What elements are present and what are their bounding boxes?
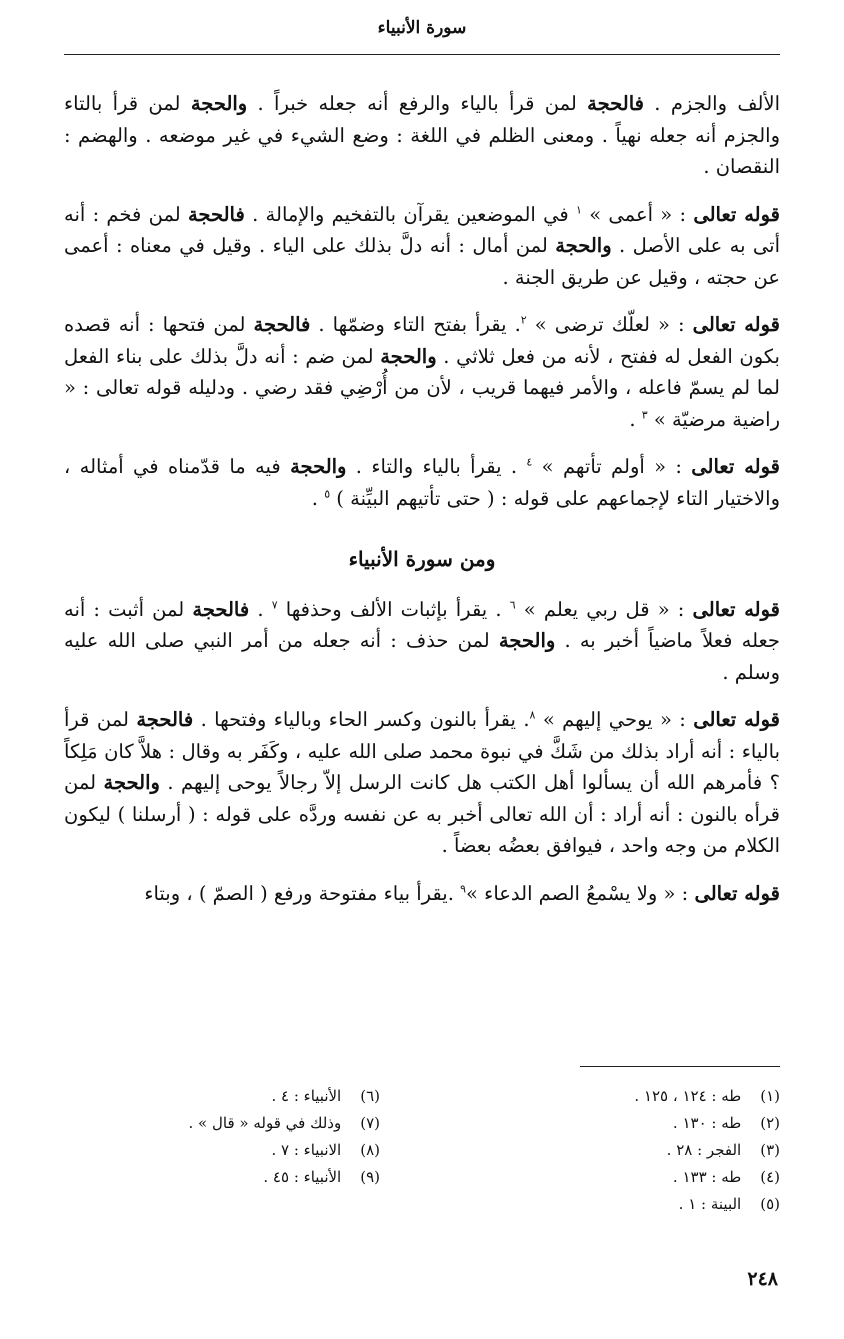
text-run: : « أولم تأتهم »	[532, 455, 692, 478]
text-run: .يقرأ بياء مفتوحة ورفع ( الصمّ ) ، وبتاء	[144, 881, 461, 905]
text-run: .	[629, 407, 642, 431]
text-run: : « لعلّك ترضى »	[526, 313, 693, 336]
keyword: فالحجة	[587, 92, 644, 115]
text-run: لمن قرأ بالياء : أنه أراد بذلك من شَكَّ في نبوة محمد صلى الله عليه ، وكَفَر به وقال : هلاَّ كان مَلِكاً ؟ فأمرهم الله أن يسألوا أهل الكتب هل كانت الرسل إلاّ رجالاً يوحى إليهم .	[64, 708, 780, 794]
footnote-text: الأنبياء : ٤ .	[271, 1087, 342, 1105]
footnote-number: (٤)	[760, 1168, 780, 1186]
footnote-item	[440, 1083, 780, 1110]
footnote-ref: ٥	[324, 487, 331, 500]
running-head: سورة الأنبياء	[377, 18, 467, 38]
footnote-ref: ٤	[526, 455, 533, 469]
footnote-item	[40, 1083, 380, 1110]
footnote-number: (٩)	[360, 1168, 380, 1186]
text-run: لمن حذف : أنه جعله من أمر النبي صلى الله عليه وسلم .	[64, 629, 780, 684]
lead-phrase: قوله تعالى	[694, 881, 780, 905]
footnote-text: طه : ١٢٤ ، ١٢٥ .	[634, 1087, 742, 1105]
text-run: لمن ضم : أنه دلَّ بذلك على بناء الفعل لما لم يسمّ فاعله ، والأمر فيهما قريب ، لأن من أُرْضِي فقد رضي . ودليله قوله تعالى : « راضية مرضيّة »	[64, 344, 780, 431]
text-run: : « قل ربي يعلم »	[515, 597, 693, 621]
footnote-rule	[580, 1066, 780, 1067]
text-run: : « يوحي إليهم »	[535, 708, 694, 731]
keyword: والحجة	[380, 344, 437, 368]
footnote-item	[440, 1191, 780, 1218]
main-text	[64, 88, 780, 925]
lead-phrase: قوله تعالى	[692, 597, 780, 621]
keyword: فالحجة	[192, 597, 250, 621]
text-run: لمن فخم : أنه أتى به على الأصل .	[64, 202, 780, 257]
footnote-ref: ٣	[641, 408, 648, 421]
keyword: فالحجة	[136, 708, 194, 731]
paragraph-3	[64, 309, 780, 435]
footnote-ref: ٢	[520, 313, 527, 327]
header-rule	[64, 54, 780, 55]
text-run: . يقرأ بالياء والتاء .	[346, 455, 527, 478]
lead-phrase: قوله تعالى	[693, 708, 780, 731]
footnote-number: (٦)	[360, 1087, 380, 1105]
paragraph-7	[64, 878, 780, 910]
text-run: لمن قرأ بالتاء والجزم أنه جعله نهياً . ومعنى الظلم في اللغة : وضع الشيء في غير موضعه . والهضم : النقصان .	[64, 92, 780, 178]
text-run: لمن فتحها : أنه قصده بكون الفعل له ففتح ، لأنه من فعل ثلاثي .	[64, 313, 780, 368]
lead-phrase: قوله تعالى	[692, 313, 781, 336]
text-run: لمن قرأ بالياء والرفع أنه جعله خبراً .	[247, 92, 588, 115]
footnote-text: طه : ١٣٠ .	[672, 1114, 742, 1132]
footnote-number: (٧)	[360, 1114, 380, 1132]
page-number: ٢٤٨	[747, 1268, 778, 1290]
footnotes-column-right	[440, 1083, 780, 1218]
keyword: فالحجة	[253, 313, 311, 336]
text-run: في الموضعين يقرآن بالتفخيم والإمالة .	[244, 202, 576, 226]
paragraph-6	[64, 704, 780, 862]
text-run: : « أعمى »	[581, 202, 694, 226]
text-run: لمن أثبت : أنه جعله فعلاً ماضياً أخبر به .	[64, 597, 780, 652]
footnotes-column-left	[40, 1083, 380, 1191]
footnote-text: الأنبياء : ٤٥ .	[263, 1168, 342, 1186]
text-run: الألف والجزم .	[643, 92, 780, 115]
footnote-number: (٨)	[360, 1141, 380, 1159]
text-run: . يقرأ بإثبات الألف وحذفها	[277, 597, 510, 621]
footnote-number: (٢)	[760, 1114, 780, 1132]
keyword: والحجة	[190, 92, 248, 115]
footnote-ref: ١	[576, 203, 582, 216]
footnote-item	[440, 1110, 780, 1137]
footnote-text: طه : ١٣٣ .	[672, 1168, 742, 1186]
text-run: فيه ما قدّمناه في أمثاله ، والاختيار التاء لإجماعهم على قوله : ( حتى تأتيهم البيِّنة )	[64, 455, 780, 510]
footnote-number: (٣)	[760, 1141, 780, 1159]
footnote-text: وذلك في قوله « قال » .	[188, 1114, 342, 1132]
footnote-text: الانبياء : ٧ .	[271, 1141, 342, 1159]
footnote-ref: ٦	[509, 598, 516, 611]
text-run: .	[311, 486, 325, 510]
footnote-text: البينة : ١ .	[678, 1195, 742, 1213]
paragraph-1	[64, 88, 780, 183]
footnote-item	[440, 1164, 780, 1191]
text-run: لمن أمال : أنه دلَّ بذلك على الياء . وقيل في معناه : أعمى عن حجته ، وقيل عن طريق الجنة .	[64, 234, 780, 289]
keyword: والحجة	[555, 234, 612, 257]
text-run: . يقرأ بالنون وكسر الحاء وبالياء وفتحها .	[193, 708, 530, 731]
footnote-item	[40, 1110, 380, 1137]
section-title: ومن سورة الأنبياء	[348, 547, 496, 571]
keyword: والحجة	[103, 771, 160, 794]
paragraph-4	[64, 451, 780, 514]
keyword: والحجة	[498, 629, 556, 652]
footnote-ref: ٩	[460, 882, 467, 895]
text-run: . يقرأ بفتح التاء وضمّها .	[310, 313, 521, 336]
footnote-ref: ٧	[271, 598, 278, 611]
text-run: لمن قرأه بالنون : أنه أراد : أن الله تعالى أخبر به عن نفسه وردَّه على قوله : ( أرسلنا ) ليكون الكلام من وجه واحد ، فيوافق بعضُه بعضاً .	[64, 771, 780, 857]
footnote-ref: ٨	[529, 708, 536, 722]
footnote-number: (١)	[760, 1087, 780, 1105]
paragraph-5	[64, 594, 780, 689]
lead-phrase: قوله تعالى	[693, 202, 780, 226]
keyword: فالحجة	[187, 202, 245, 226]
text-run: : « ولا يسْمعُ الصم الدعاء »	[466, 881, 695, 905]
footnote-item	[40, 1137, 380, 1164]
text-run: .	[249, 597, 272, 621]
footnote-item	[40, 1164, 380, 1191]
footnote-item	[440, 1137, 780, 1164]
paragraph-2	[64, 199, 780, 294]
footnote-number: (٥)	[760, 1195, 780, 1213]
footnote-text: الفجر : ٢٨ .	[666, 1141, 742, 1159]
keyword: والحجة	[290, 455, 347, 478]
lead-phrase: قوله تعالى	[691, 455, 780, 478]
